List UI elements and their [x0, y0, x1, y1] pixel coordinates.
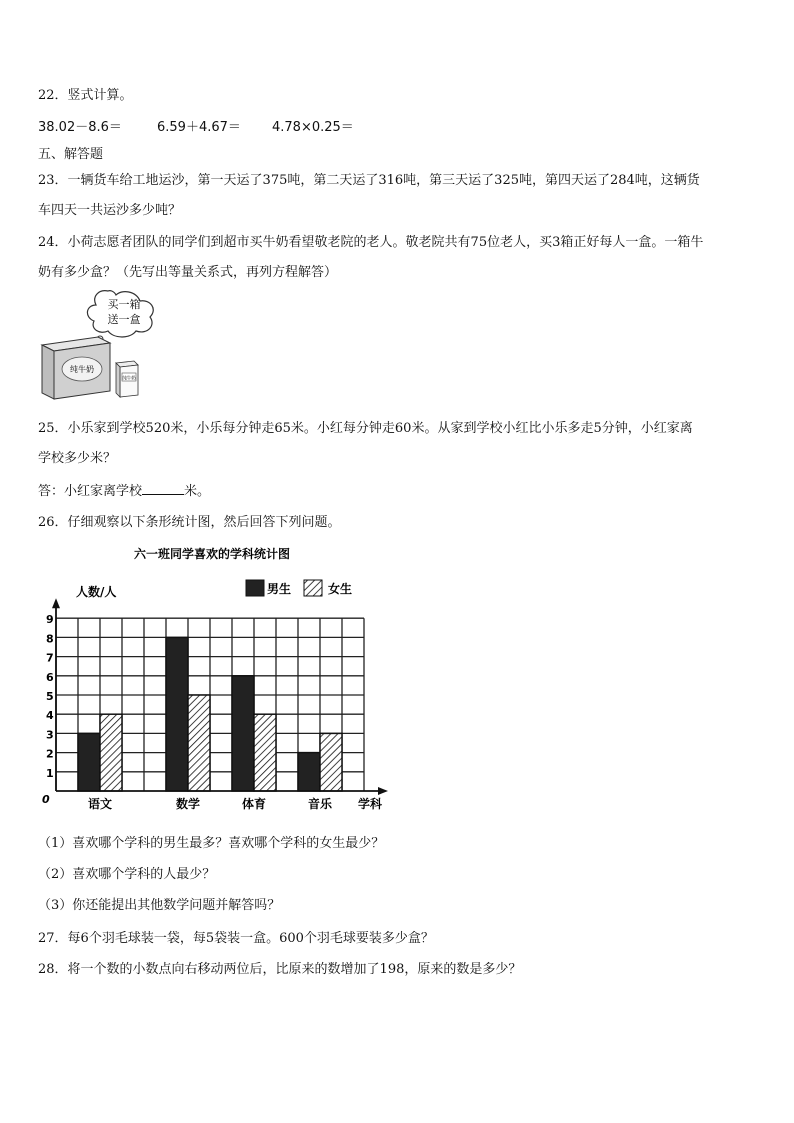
bar-girls [254, 714, 276, 791]
q24-line2: 奶有多少盒？（先写出等量关系式，再列方程解答） [38, 265, 338, 280]
q25-line1: 25．小乐家到学校520米，小乐每分钟走65米。小红每分钟走60米。从家到学校小红比小乐多走5分钟，小红家离 [38, 421, 693, 436]
calc-item-3: 4.78×0.25＝ [272, 120, 354, 135]
section-heading: 五、解答题 [38, 147, 104, 162]
bar-boys [78, 733, 100, 791]
legend-label-boys: 男生 [267, 582, 292, 596]
legend-label-girls: 女生 [328, 582, 353, 596]
y-tick-label: 3 [46, 728, 54, 742]
y-tick-label: 7 [46, 651, 54, 665]
x-axis-arrow [378, 787, 388, 795]
box-label: 纯牛奶 [70, 365, 94, 374]
category-label: 体育 [241, 797, 267, 811]
q26-sub1: （1）喜欢哪个学科的男生最多？喜欢哪个学科的女生最少？ [38, 836, 385, 851]
q28-text: 28．将一个数的小数点向右移动两位后，比原来的数增加了198，原来的数是多少？ [38, 962, 522, 977]
y-tick-label: 1 [46, 766, 54, 780]
legend-swatch-boys [246, 580, 264, 596]
category-label: 数学 [175, 797, 201, 811]
q25-line2: 学校多少米？ [38, 451, 117, 466]
bar-boys [232, 676, 254, 791]
legend-swatch-girls [304, 580, 322, 596]
q23-line1: 23．一辆货车给工地运沙，第一天运了375吨，第二天运了316吨，第三天运了325吨，第四天运了284吨，这辆货 [38, 173, 700, 188]
bar-boys [298, 753, 320, 791]
q26-sub3: （3）你还能提出其他数学问题并解答吗？ [38, 898, 281, 913]
answer-suffix: 米。 [184, 484, 211, 499]
category-label: 音乐 [307, 797, 333, 811]
calc-item-1: 38.02－8.6＝ [38, 120, 122, 135]
q23-line2: 车四天一共运沙多少吨？ [38, 203, 182, 218]
y-tick-label: 4 [46, 709, 54, 723]
y-tick-label: 6 [46, 670, 54, 684]
bar-girls [100, 714, 122, 791]
bar-boys [166, 637, 188, 791]
category-label: 语文 [87, 797, 113, 811]
subject-bar-chart [36, 540, 383, 815]
bubble-line1: 买一箱 [107, 298, 141, 311]
q27-text: 27．每6个羽毛球装一袋，每5袋装一盒。600个羽毛球要装多少盒？ [38, 931, 434, 946]
y-tick-label: 8 [46, 632, 54, 646]
y-tick-label: 2 [46, 747, 54, 761]
chart-title: 六一班同学喜欢的学科统计图 [134, 547, 291, 561]
y-tick-label: 9 [46, 613, 54, 627]
y-tick-label: 5 [46, 690, 54, 703]
q24-line1: 24．小荷志愿者团队的同学们到超市买牛奶看望敬老院的老人。敬老院共有75位老人，买3箱正好每人一盒。一箱牛 [38, 235, 704, 250]
small-box-label: 纯牛奶 [122, 376, 136, 382]
bubble-line2: 送一盒 [107, 313, 141, 326]
q26-label: 26．仔细观察以下条形统计图，然后回答下列问题。 [38, 515, 341, 530]
milk-box-illustration [38, 283, 158, 401]
answer-prefix: 答：小红家离学校 [38, 484, 143, 499]
x-axis-label: 学科 [358, 797, 383, 811]
bar-girls [320, 733, 342, 791]
y-axis-arrow [52, 598, 60, 608]
y-axis-label: 人数/人 [76, 585, 117, 599]
q25-answer [38, 480, 210, 499]
calc-item-2: 6.59＋4.67＝ [157, 120, 241, 135]
answer-blank[interactable] [142, 482, 184, 495]
y-tick-label: 0 [42, 793, 50, 806]
q22-label: 22．竖式计算。 [38, 88, 133, 103]
bar-girls [188, 695, 210, 791]
q26-sub2: （2）喜欢哪个学科的人最少？ [38, 867, 216, 882]
